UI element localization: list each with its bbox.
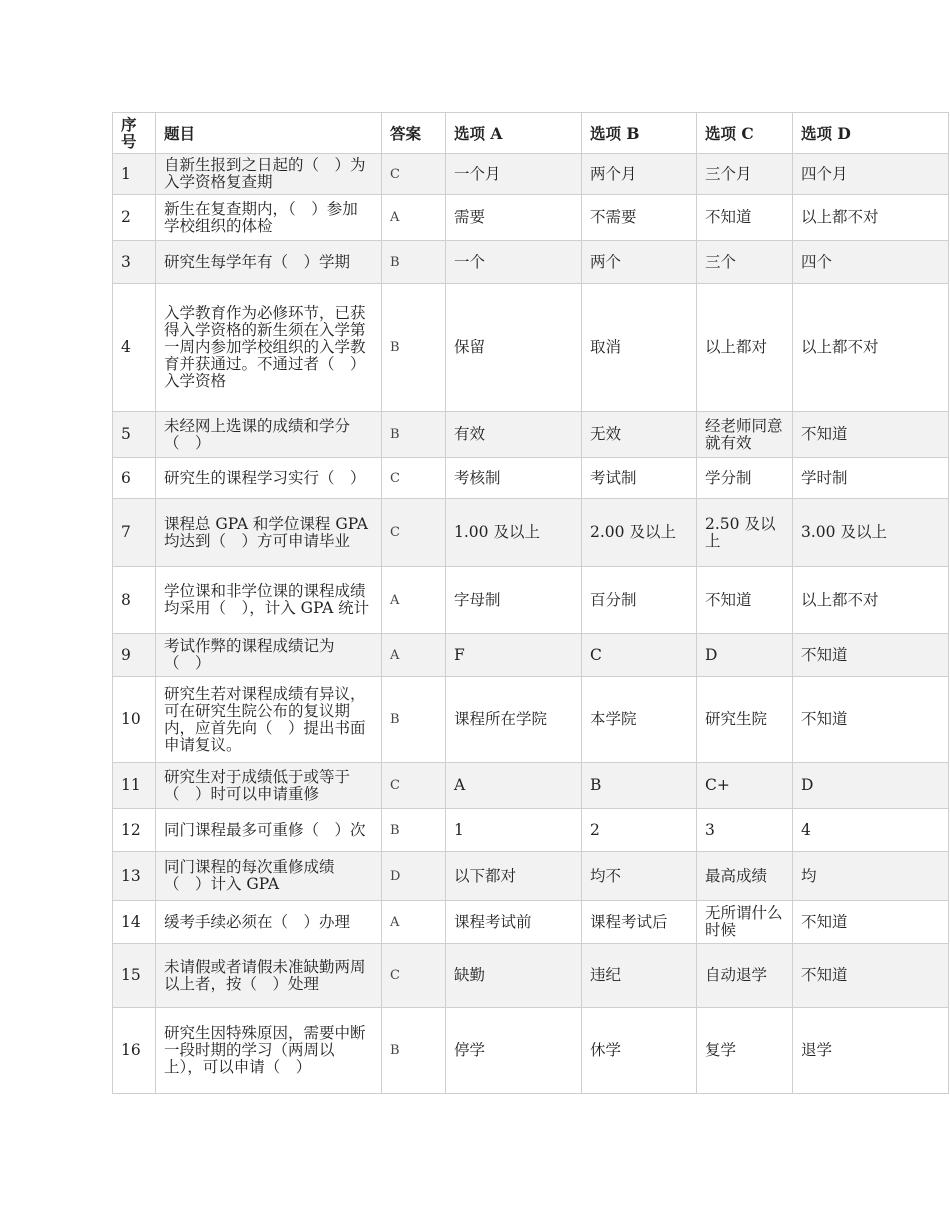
option-a: 一个月 <box>446 154 582 195</box>
table-row <box>113 809 949 852</box>
table-row <box>113 901 949 944</box>
option-a: 停学 <box>446 1008 582 1094</box>
quiz-table <box>112 112 949 1094</box>
table-row <box>113 154 949 195</box>
question-text: 研究生的课程学习实行（ ） <box>156 458 382 499</box>
header-option-d: 选项 D <box>793 113 949 154</box>
header-option-c: 选项 C <box>697 113 793 154</box>
quiz-table-body <box>113 154 949 1094</box>
answer-letter: C <box>382 458 446 499</box>
question-number: 10 <box>113 677 156 763</box>
answer-letter: A <box>382 195 446 241</box>
answer-letter: A <box>382 901 446 944</box>
option-c: 学分制 <box>697 458 793 499</box>
table-row <box>113 412 949 458</box>
question-text: 自新生报到之日起的（ ）为入学资格复查期 <box>156 154 382 195</box>
option-a: 1 <box>446 809 582 852</box>
table-row <box>113 634 949 677</box>
option-b: 百分制 <box>582 567 697 634</box>
question-number: 14 <box>113 901 156 944</box>
option-a: 需要 <box>446 195 582 241</box>
question-text: 研究生因特殊原因，需要中断一段时期的学习（两周以上），可以申请（ ） <box>156 1008 382 1094</box>
question-text: 同门课程的每次重修成绩（ ）计入 GPA <box>156 852 382 901</box>
option-a: 一个 <box>446 241 582 284</box>
table-row <box>113 499 949 567</box>
table-row <box>113 763 949 809</box>
option-d: 退学 <box>793 1008 949 1094</box>
option-d: 四个月 <box>793 154 949 195</box>
table-row <box>113 1008 949 1094</box>
header-option-b: 选项 B <box>582 113 697 154</box>
answer-letter: A <box>382 567 446 634</box>
option-b: 均不 <box>582 852 697 901</box>
option-a: 保留 <box>446 284 582 412</box>
header-index: 序号 <box>113 113 156 154</box>
answer-letter: B <box>382 412 446 458</box>
option-c: C+ <box>697 763 793 809</box>
option-d: 以上都不对 <box>793 284 949 412</box>
option-c: 经老师同意就有效 <box>697 412 793 458</box>
option-b: 2.00 及以上 <box>582 499 697 567</box>
table-row <box>113 241 949 284</box>
question-text: 研究生若对课程成绩有异议，可在研究生院公布的复议期内，应首先向（ ）提出书面申请复议。 <box>156 677 382 763</box>
option-d: 不知道 <box>793 412 949 458</box>
table-row <box>113 944 949 1008</box>
option-c: 不知道 <box>697 195 793 241</box>
question-number: 8 <box>113 567 156 634</box>
option-c: 三个 <box>697 241 793 284</box>
option-d: 以上都不对 <box>793 195 949 241</box>
question-number: 16 <box>113 1008 156 1094</box>
option-a: 课程考试前 <box>446 901 582 944</box>
table-row <box>113 284 949 412</box>
option-b: B <box>582 763 697 809</box>
question-number: 2 <box>113 195 156 241</box>
question-text: 未经网上选课的成绩和学分（ ） <box>156 412 382 458</box>
option-c: 最高成绩 <box>697 852 793 901</box>
option-c: 不知道 <box>697 567 793 634</box>
option-d: 4 <box>793 809 949 852</box>
table-row <box>113 195 949 241</box>
option-c: 以上都对 <box>697 284 793 412</box>
table-row <box>113 852 949 901</box>
header-question: 题目 <box>156 113 382 154</box>
option-a: 1.00 及以上 <box>446 499 582 567</box>
answer-letter: D <box>382 852 446 901</box>
option-b: 两个月 <box>582 154 697 195</box>
option-b: 不需要 <box>582 195 697 241</box>
header-option-a: 选项 A <box>446 113 582 154</box>
answer-letter: B <box>382 241 446 284</box>
option-c: 2.50 及以上 <box>697 499 793 567</box>
table-header-row <box>113 113 949 154</box>
option-d: 均 <box>793 852 949 901</box>
answer-letter: B <box>382 1008 446 1094</box>
question-number: 1 <box>113 154 156 195</box>
option-a: 缺勤 <box>446 944 582 1008</box>
option-b: 无效 <box>582 412 697 458</box>
option-c: 3 <box>697 809 793 852</box>
question-text: 学位课和非学位课的课程成绩均采用（ ），计入 GPA 统计 <box>156 567 382 634</box>
answer-letter: B <box>382 677 446 763</box>
question-number: 13 <box>113 852 156 901</box>
question-text: 同门课程最多可重修（ ）次 <box>156 809 382 852</box>
answer-letter: C <box>382 944 446 1008</box>
answer-letter: A <box>382 634 446 677</box>
table-row <box>113 567 949 634</box>
question-text: 未请假或者请假未准缺勤两周以上者，按（ ）处理 <box>156 944 382 1008</box>
option-d: 不知道 <box>793 944 949 1008</box>
answer-letter: C <box>382 154 446 195</box>
answer-letter: C <box>382 499 446 567</box>
option-d: 不知道 <box>793 634 949 677</box>
question-number: 6 <box>113 458 156 499</box>
option-b: 取消 <box>582 284 697 412</box>
option-a: 课程所在学院 <box>446 677 582 763</box>
option-d: 以上都不对 <box>793 567 949 634</box>
option-c: 复学 <box>697 1008 793 1094</box>
question-number: 9 <box>113 634 156 677</box>
question-text: 考试作弊的课程成绩记为（ ） <box>156 634 382 677</box>
question-text: 课程总 GPA 和学位课程 GPA 均达到（ ）方可申请毕业 <box>156 499 382 567</box>
option-c: 无所谓什么时候 <box>697 901 793 944</box>
question-text: 研究生对于成绩低于或等于（ ）时可以申请重修 <box>156 763 382 809</box>
option-d: 3.00 及以上 <box>793 499 949 567</box>
question-number: 3 <box>113 241 156 284</box>
option-d: D <box>793 763 949 809</box>
option-d: 不知道 <box>793 677 949 763</box>
option-a: 考核制 <box>446 458 582 499</box>
question-number: 11 <box>113 763 156 809</box>
question-number: 4 <box>113 284 156 412</box>
option-b: 2 <box>582 809 697 852</box>
answer-letter: B <box>382 284 446 412</box>
header-answer: 答案 <box>382 113 446 154</box>
option-b: 课程考试后 <box>582 901 697 944</box>
option-b: C <box>582 634 697 677</box>
option-d: 四个 <box>793 241 949 284</box>
question-number: 12 <box>113 809 156 852</box>
question-text: 新生在复查期内，（ ）参加学校组织的体检 <box>156 195 382 241</box>
option-a: 以下都对 <box>446 852 582 901</box>
option-b: 本学院 <box>582 677 697 763</box>
question-text: 缓考手续必须在（ ）办理 <box>156 901 382 944</box>
option-c: 自动退学 <box>697 944 793 1008</box>
question-text: 研究生每学年有（ ）学期 <box>156 241 382 284</box>
option-d: 学时制 <box>793 458 949 499</box>
option-a: F <box>446 634 582 677</box>
answer-letter: B <box>382 809 446 852</box>
question-text: 入学教育作为必修环节，已获得入学资格的新生须在入学第一周内参加学校组织的入学教育并获通过。不通过者（ ）入学资格 <box>156 284 382 412</box>
option-b: 休学 <box>582 1008 697 1094</box>
answer-letter: C <box>382 763 446 809</box>
table-row <box>113 677 949 763</box>
option-a: 字母制 <box>446 567 582 634</box>
option-c: D <box>697 634 793 677</box>
table-row <box>113 458 949 499</box>
option-c: 三个月 <box>697 154 793 195</box>
option-a: 有效 <box>446 412 582 458</box>
option-b: 两个 <box>582 241 697 284</box>
option-b: 违纪 <box>582 944 697 1008</box>
option-d: 不知道 <box>793 901 949 944</box>
question-number: 15 <box>113 944 156 1008</box>
question-number: 7 <box>113 499 156 567</box>
option-b: 考试制 <box>582 458 697 499</box>
option-a: A <box>446 763 582 809</box>
question-number: 5 <box>113 412 156 458</box>
option-c: 研究生院 <box>697 677 793 763</box>
